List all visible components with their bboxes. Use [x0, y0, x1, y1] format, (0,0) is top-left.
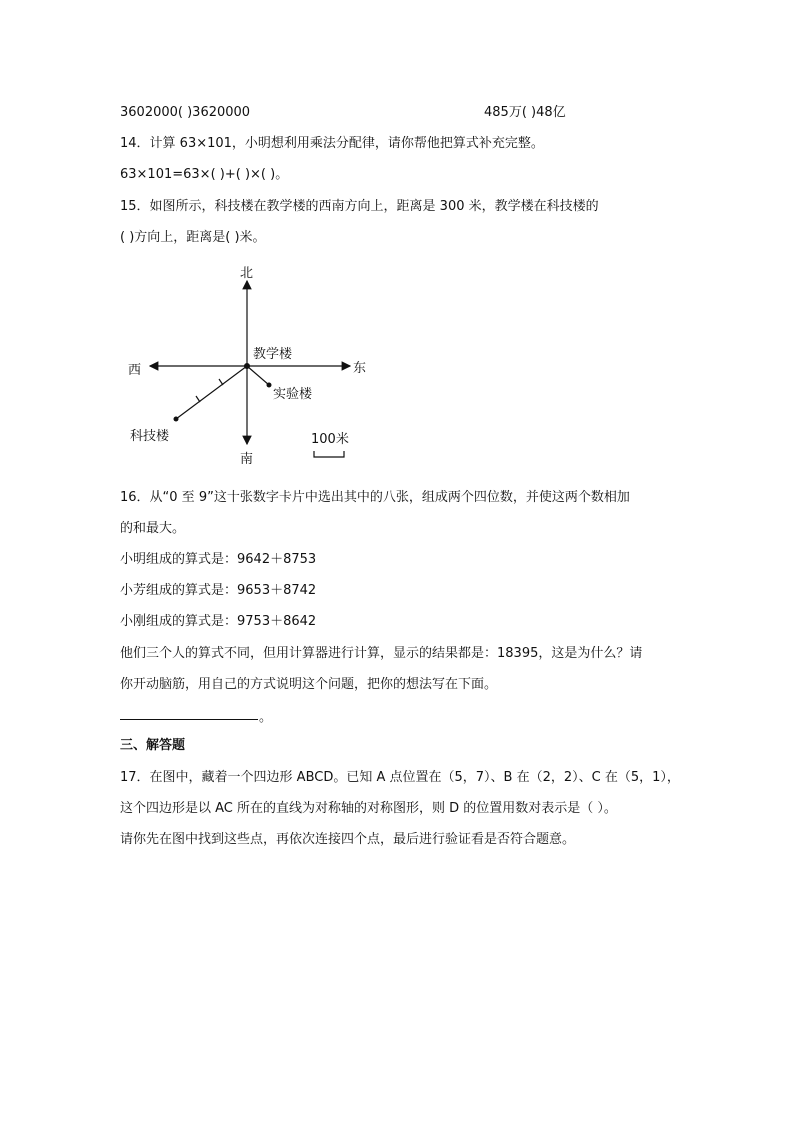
tech-building-label: 科技楼 — [130, 429, 170, 444]
q13-right: 485万( )48亿 — [484, 105, 566, 120]
q13-left: 3602000( )3620000 — [120, 105, 251, 120]
direction-diagram — [120, 262, 380, 472]
q17-line2: 这个四边形是以 AC 所在的直线为对称轴的对称图形，则 D 的位置用数对表示是（ ）。 — [120, 801, 617, 816]
q15-line1: 15．如图所示，科技楼在教学楼的西南方向上，距离是 300 米，教学楼在科技楼的 — [120, 199, 599, 214]
tech-building-point — [174, 417, 179, 422]
section-3-title: 三、解答题 — [120, 738, 186, 753]
north-label: 北 — [240, 266, 254, 281]
lab-building-line — [247, 366, 269, 385]
lab-building-label: 实验楼 — [273, 387, 313, 402]
tech-building-line — [176, 366, 247, 419]
south-label: 南 — [240, 452, 254, 467]
east-label: 东 — [353, 361, 367, 376]
scale-label: 100米 — [311, 432, 349, 447]
tick-mark-2 — [196, 396, 200, 402]
q16-xiaoming: 小明组成的算式是：9642＋8753 — [120, 552, 317, 567]
q14-formula: 63×101=63×( )+( )×( )。 — [120, 167, 289, 182]
answer-blank-line[interactable] — [120, 719, 258, 720]
scale-bar — [314, 451, 344, 457]
q16-xiaofang: 小芳组成的算式是：9653＋8742 — [120, 583, 317, 598]
lab-building-point — [267, 383, 272, 388]
teaching-building-point — [244, 363, 250, 369]
q16-xiaogang: 小刚组成的算式是：9753＋8642 — [120, 614, 317, 629]
q17-line1: 17．在图中，藏着一个四边形 ABCD。已知 A 点位置在（5，7）、B 在（2，2）、C 在（5，1）， — [120, 770, 680, 785]
q16-line7: 你开动脑筋，用自己的方式说明这个问题，把你的想法写在下面。 — [120, 677, 498, 692]
q15-line2: ( )方向上，距离是( )米。 — [120, 230, 266, 245]
tick-mark-1 — [219, 379, 223, 385]
answer-end-mark: 。 — [259, 710, 273, 725]
q14-text: 14．计算 63×101，小明想利用乘法分配律，请你帮他把算式补充完整。 — [120, 136, 544, 151]
q17-line3: 请你先在图中找到这些点，再依次连接四个点，最后进行验证看是否符合题意。 — [120, 832, 576, 847]
q16-line1: 16．从“0 至 9”这十张数字卡片中选出其中的八张，组成两个四位数，并使这两个数相加 — [120, 490, 630, 505]
q16-line2: 的和最大。 — [120, 521, 186, 536]
teaching-building-label: 教学楼 — [253, 347, 293, 362]
q16-line6: 他们三个人的算式不同，但用计算器进行计算，显示的结果都是：18395，这是为什么？请 — [120, 646, 643, 661]
west-label: 西 — [128, 363, 142, 378]
